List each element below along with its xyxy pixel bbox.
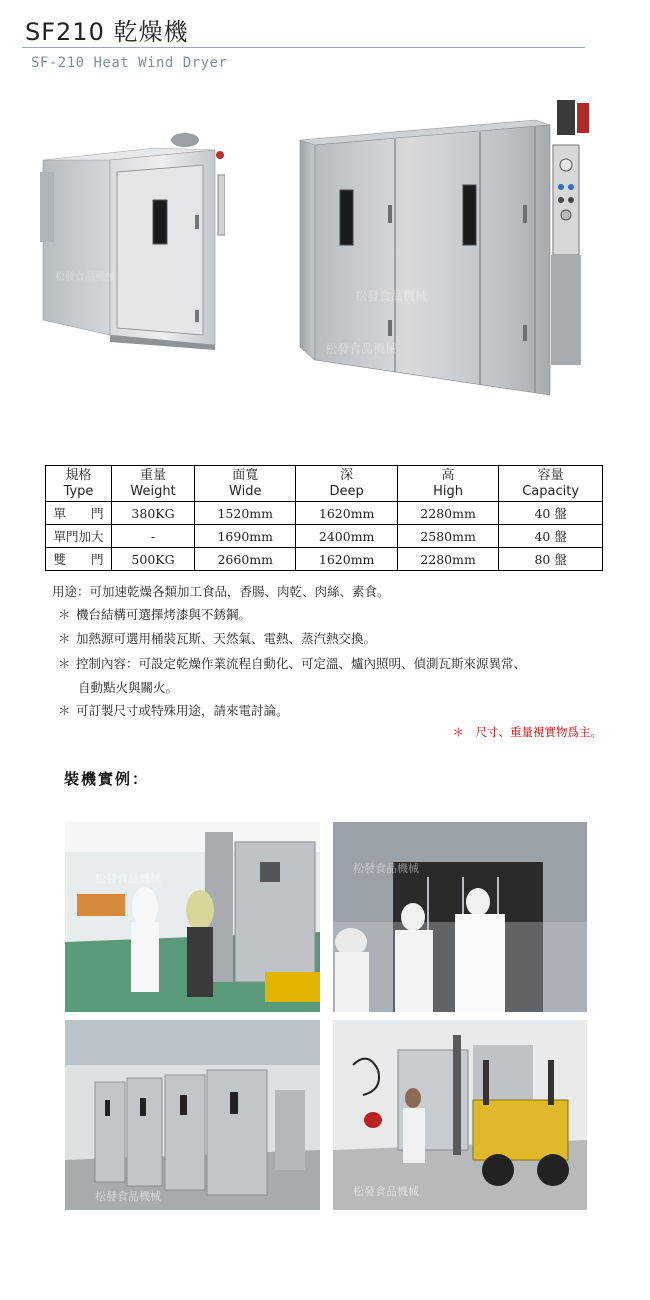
table-row xyxy=(46,548,603,571)
col-header-zh: 容量 xyxy=(537,467,564,483)
col-header-zh: 面寬 xyxy=(232,467,259,483)
table-cell: - xyxy=(112,525,195,548)
note-text: 控制內容：可設定乾燥作業流程自動化、可定溫、爐內照明、偵測瓦斯來源異常、 xyxy=(76,656,527,671)
note-text: 可訂製尺寸或特殊用途，請來電討論。 xyxy=(76,703,289,718)
table-cell: 雙 門 xyxy=(46,548,112,571)
note-text: 加熱源可選用桶裝瓦斯、天然氣、電熱、蒸汽熱交換。 xyxy=(76,631,377,646)
table-row xyxy=(46,502,603,525)
asterisk-bullet: ＊ xyxy=(58,703,71,718)
page-subtitle: SF-210 Heat Wind Dryer xyxy=(31,55,228,71)
title-divider xyxy=(22,47,585,48)
watermark: 松發食品機械 xyxy=(353,1185,419,1198)
table-cell: 40 盤 xyxy=(499,525,603,548)
install-photo-2 xyxy=(333,822,587,1012)
product-photo-single-door xyxy=(35,120,225,350)
table-cell: 2280mm xyxy=(397,548,498,571)
col-header-weight xyxy=(112,466,195,502)
table-cell: 500KG xyxy=(112,548,195,571)
table-cell: 1620mm xyxy=(296,502,397,525)
install-photo-1 xyxy=(65,822,320,1012)
table-cell: 1620mm xyxy=(296,548,397,571)
col-header-wide xyxy=(195,466,296,502)
product-photo-double-door xyxy=(295,95,595,405)
watermark: 松發食品機械 xyxy=(55,272,115,283)
watermark: 松發食品機械 xyxy=(355,289,428,303)
usage-note: 用途：可加速乾燥各類加工食品，香腸、肉乾、肉絲、素食。 xyxy=(52,584,390,599)
asterisk-bullet: ＊ xyxy=(58,656,71,671)
table-cell: 2400mm xyxy=(296,525,397,548)
watermark: 松發食品機械 xyxy=(325,342,398,356)
table-row xyxy=(46,525,603,548)
note-item xyxy=(52,654,526,672)
install-section-title: 裝機實例： xyxy=(64,770,150,788)
table-cell: 80 盤 xyxy=(499,548,603,571)
col-header-en: High xyxy=(433,483,463,499)
asterisk-bullet: ＊ xyxy=(58,607,71,622)
note-item xyxy=(52,629,376,647)
table-cell: 2580mm xyxy=(397,525,498,548)
note-item xyxy=(52,605,251,623)
watermark: 松發食品機械 xyxy=(95,1190,161,1203)
footnote: ＊ 尺寸、重量視實物爲主。 xyxy=(452,725,602,739)
install-photo-3 xyxy=(65,1020,320,1210)
table-cell: 單門加大 xyxy=(46,525,112,548)
col-header-en: Weight xyxy=(130,483,176,499)
table-cell: 1690mm xyxy=(195,525,296,548)
note-item xyxy=(52,701,289,719)
col-header-en: Type xyxy=(63,483,94,499)
watermark: 松發食品機械 xyxy=(353,862,419,875)
spec-table-header-row xyxy=(46,466,603,502)
asterisk-bullet: ＊ xyxy=(58,631,71,646)
col-header-capacity xyxy=(499,466,603,502)
table-cell: 單 門 xyxy=(46,502,112,525)
note-continuation: 自動點火與關火。 xyxy=(78,680,179,695)
watermark: 松發食品機械 xyxy=(95,872,161,885)
note-text: 機台結構可選擇烤漆與不銹鋼。 xyxy=(76,607,252,622)
col-header-zh: 規格 xyxy=(65,467,92,483)
col-header-en: Wide xyxy=(229,483,262,499)
page-title: SF210 乾燥機 xyxy=(25,18,189,46)
col-header-deep xyxy=(296,466,397,502)
col-header-en: Capacity xyxy=(522,483,580,499)
table-cell: 2660mm xyxy=(195,548,296,571)
col-header-high xyxy=(397,466,498,502)
col-header-zh: 高 xyxy=(441,467,455,483)
col-header-zh: 重量 xyxy=(140,467,167,483)
install-photo-4 xyxy=(333,1020,587,1210)
table-cell: 1520mm xyxy=(195,502,296,525)
col-header-type xyxy=(46,466,112,502)
table-cell: 40 盤 xyxy=(499,502,603,525)
col-header-zh: 深 xyxy=(340,467,354,483)
table-cell: 2280mm xyxy=(397,502,498,525)
col-header-en: Deep xyxy=(329,483,364,499)
spec-table xyxy=(45,465,603,571)
table-cell: 380KG xyxy=(112,502,195,525)
